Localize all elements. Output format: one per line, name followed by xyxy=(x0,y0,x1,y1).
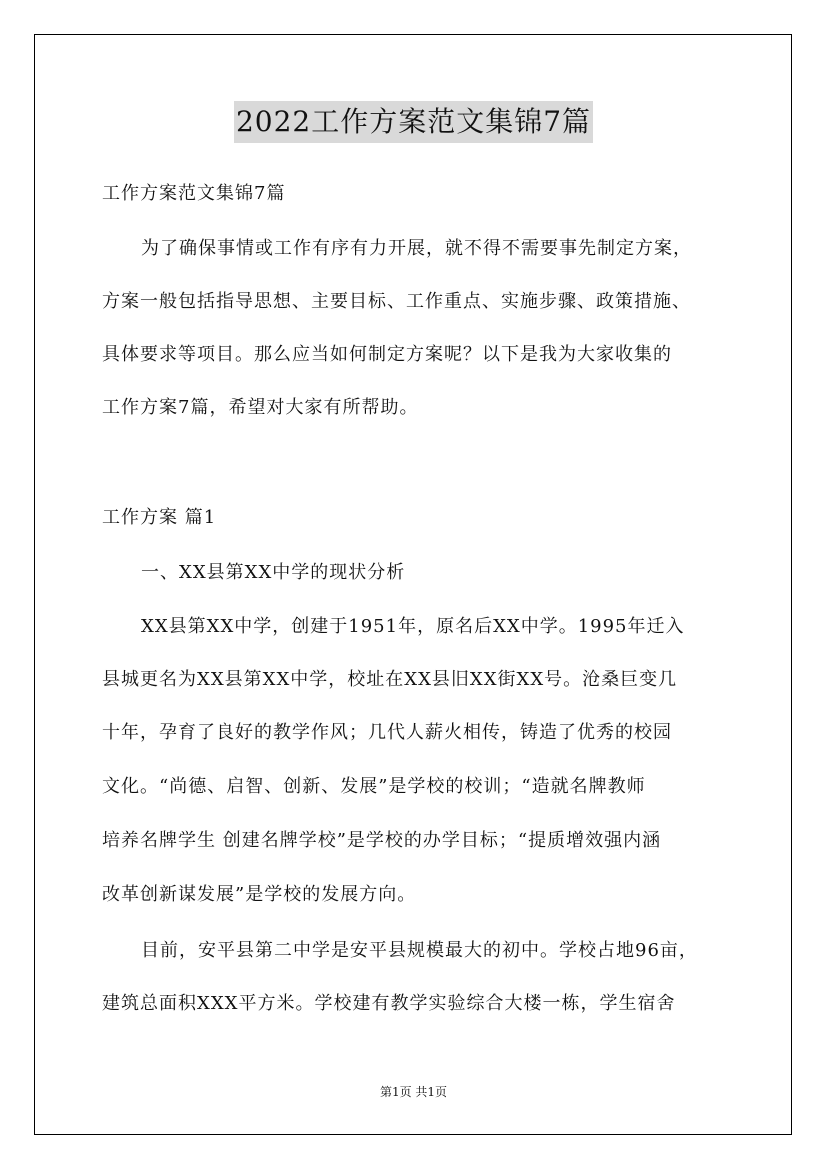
page-footer: 第1页 共1页 xyxy=(379,1085,448,1099)
paragraph-line: 十年，孕育了良好的教学作风；几代人薪火相传，铸造了优秀的校园 xyxy=(102,722,672,743)
paragraph-line: XX县第XX中学，创建于1951年，原名后XX中学。1995年迁入 xyxy=(141,616,685,637)
paragraph-line: 改革创新谋发展”是学校的发展方向。 xyxy=(102,884,417,905)
intro-line: 方案一般包括指导思想、主要目标、工作重点、实施步骤、政策措施、 xyxy=(102,291,691,312)
title-container xyxy=(0,101,827,143)
paragraph-line: 目前，安平县第二中学是安平县规模最大的初中。学校占地96亩， xyxy=(141,940,698,961)
paragraph-line: 县城更名为XX县第XX中学，校址在XX县旧XX街XX号。沧桑巨变几 xyxy=(102,669,678,690)
section-subheading: 一、XX县第XX中学的现状分析 xyxy=(141,562,406,583)
section-heading: 工作方案 篇1 xyxy=(102,507,217,528)
paragraph-line: 文化。“尚德、启智、创新、发展”是学校的校训；“造就名牌教师 xyxy=(102,776,646,797)
intro-line: 具体要求等项目。那么应当如何制定方案呢？以下是我为大家收集的 xyxy=(102,344,672,365)
document-title: 2022工作方案范文集锦7篇 xyxy=(234,101,593,143)
intro-line: 为了确保事情或工作有序有力开展，就不得不需要事先制定方案， xyxy=(141,238,692,259)
document-subtitle: 工作方案范文集锦7篇 xyxy=(102,183,286,204)
intro-line: 工作方案7篇，希望对大家有所帮助。 xyxy=(102,397,419,418)
paragraph-line: 培养名牌学生 创建名牌学校”是学校的办学目标；“提质增效强内涵 xyxy=(102,830,662,851)
paragraph-line: 建筑总面积XXX平方米。学校建有教学实验综合大楼一栋，学生宿舍 xyxy=(102,993,676,1014)
